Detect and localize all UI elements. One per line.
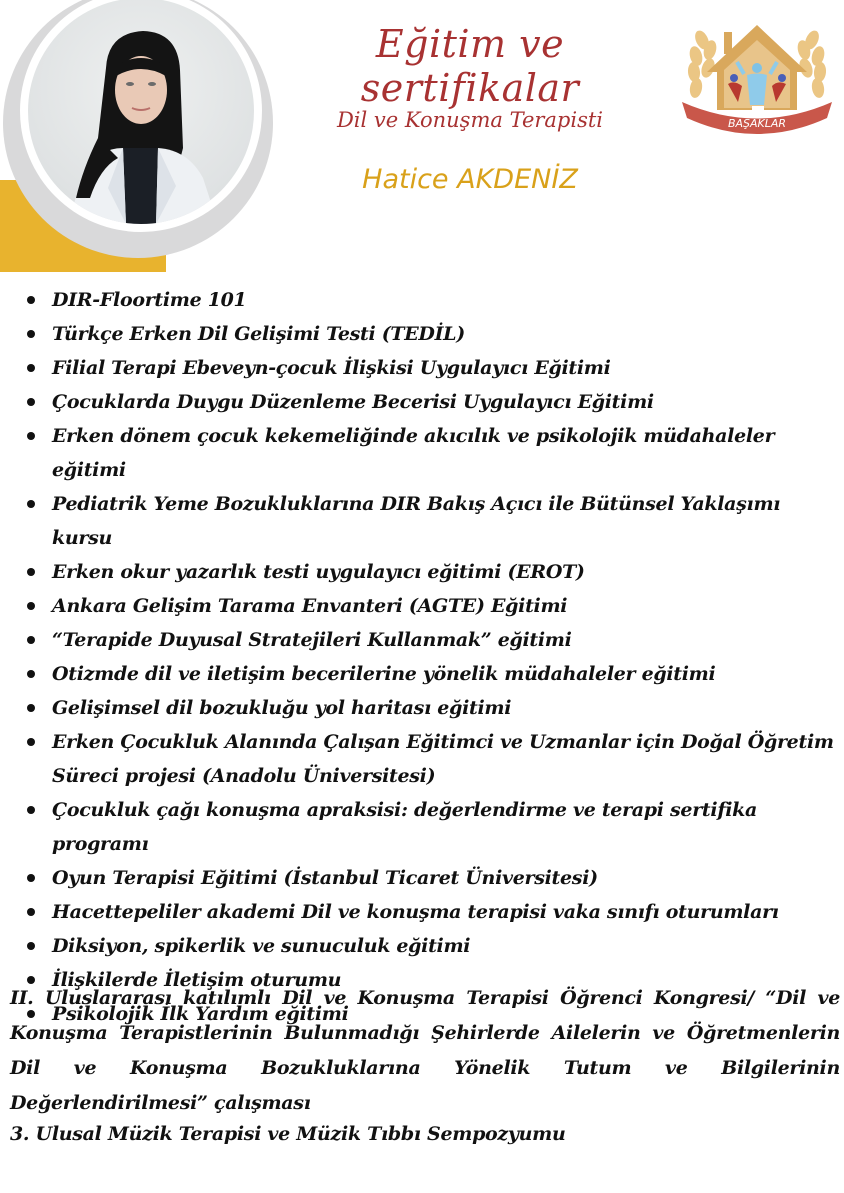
certificate-item: Psikolojik İlk Yardım eğitimi <box>24 997 834 1031</box>
certificate-item: Ankara Gelişim Tarama Envanteri (AGTE) Eğitimi <box>24 589 834 623</box>
page-title: Eğitim ve sertifikalar <box>360 22 580 110</box>
symposium-paragraph: 3. Ulusal Müzik Terapisi ve Müzik Tıbbı Sempozyumu <box>10 1123 566 1145</box>
certificate-item: DIR-Floortime 101 <box>24 283 834 317</box>
certificate-item: Gelişimsel dil bozukluğu yol haritası eğitimi <box>24 691 834 725</box>
certificate-item: Erken dönem çocuk kekemeliğinde akıcılık ve psikolojik müdahaleler eğitimi <box>24 419 834 487</box>
job-title: Dil ve Konuşma Terapisti <box>336 108 604 132</box>
person-portrait-icon <box>28 0 254 224</box>
certificate-item: İlişkilerde İletişim oturumu <box>24 963 834 997</box>
certificate-item: “Terapide Duyusal Stratejileri Kullanmak” eğitimi <box>24 623 834 657</box>
certificate-item: Oyun Terapisi Eğitimi (İstanbul Ticaret Üniversitesi) <box>24 861 834 895</box>
portrait-ring <box>3 0 273 258</box>
certificates-list <box>24 283 834 1031</box>
person-name: Hatice AKDENİZ <box>362 164 578 195</box>
certificate-item: Erken okur yazarlık testi uygulayıcı eğitimi (EROT) <box>24 555 834 589</box>
congress-paragraph: II. Uluslararası katılımlı Dil ve Konuşma Terapisi Öğrenci Kongresi/ “Dil ve Konuşma Terapistlerinin Bulunmadığı Şehirlerde Ailelerin ve Öğretmenlerin Dil ve Konuşma Bozukluklarına Yönelik Tutum ve Bilgilerinin Değerlendirilmesi” çalışması <box>10 987 840 1114</box>
certificate-item: Erken Çocukluk Alanında Çalışan Eğitimci ve Uzmanlar için Doğal Öğretim Süreci projesi (Anadolu Üniversitesi) <box>24 725 834 793</box>
certificate-item: Çocukluk çağı konuşma apraksisi: değerlendirme ve terapi sertifika programı <box>24 793 834 861</box>
certificate-item: Otizmde dil ve iletişim becerilerine yönelik müdahaleler eğitimi <box>24 657 834 691</box>
certificate-item: Türkçe Erken Dil Gelişimi Testi (TEDİL) <box>24 317 834 351</box>
certificate-item: Filial Terapi Ebeveyn-çocuk İlişkisi Uygulayıcı Eğitimi <box>24 351 834 385</box>
portrait-photo <box>28 0 254 224</box>
certificate-item: Pediatrik Yeme Bozukluklarına DIR Bakış Açıcı ile Bütünsel Yaklaşımı kursu <box>24 487 834 555</box>
certificate-item: Hacettepeliler akademi Dil ve konuşma terapisi vaka sınıfı oturumları <box>24 895 834 929</box>
basaklar-logo-icon <box>672 10 842 140</box>
svg-text:BAŞAKLAR: BAŞAKLAR <box>727 117 787 130</box>
certificate-item: Çocuklarda Duygu Düzenleme Becerisi Uygulayıcı Eğitimi <box>24 385 834 419</box>
certificate-item: Diksiyon, spikerlik ve sunuculuk eğitimi <box>24 929 834 963</box>
basaklar-logo <box>672 10 842 140</box>
